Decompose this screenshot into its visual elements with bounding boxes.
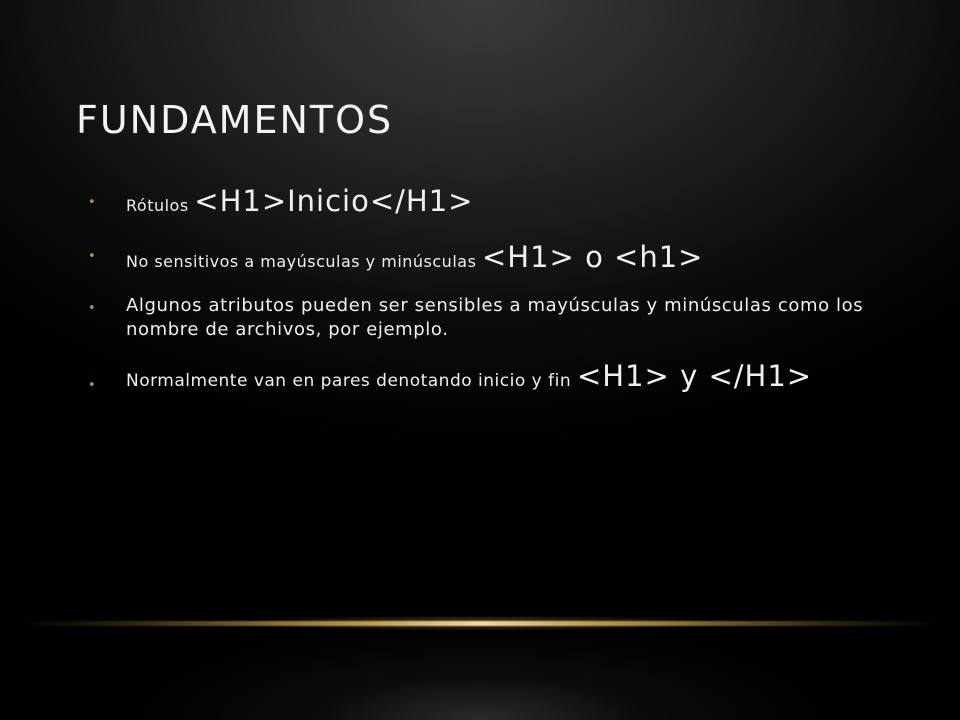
bullet-text: Algunos atributos pueden ser sensibles a mayúsculas y minúsculas como los nombre de archivos, por ejemplo. — [126, 295, 864, 340]
bullet-item-pares — [88, 356, 908, 401]
bullet-dot-icon: • — [88, 301, 96, 316]
bullet-item-sensitivos — [88, 230, 908, 284]
bullet-item-atributos — [88, 294, 908, 342]
bullet-lead-text: Normalmente van en pares denotando inicio y fin — [126, 371, 577, 391]
bullet-text — [126, 356, 908, 401]
bullet-code-text: <H1> o <h1> — [482, 240, 704, 274]
bullet-text — [126, 230, 908, 289]
bullet-code-text: <H1> y </H1> — [577, 359, 813, 393]
bullet-lead-text: No sensitivos a mayúsculas y minúsculas — [126, 252, 482, 271]
floor-light-line — [20, 621, 940, 626]
bullet-list — [88, 172, 908, 401]
bullet-text — [126, 172, 908, 235]
bullet-dot-icon: • — [88, 195, 96, 210]
bullet-code-text: <H1>Inicio</H1> — [194, 184, 474, 218]
bullet-item-rotulos — [88, 172, 908, 230]
bullet-dot-icon: • — [88, 249, 96, 264]
bullet-lead-text: Rótulos — [126, 196, 195, 215]
slide-title: FUNDAMENTOS — [76, 98, 394, 142]
bullet-dot-icon: • — [88, 378, 96, 393]
